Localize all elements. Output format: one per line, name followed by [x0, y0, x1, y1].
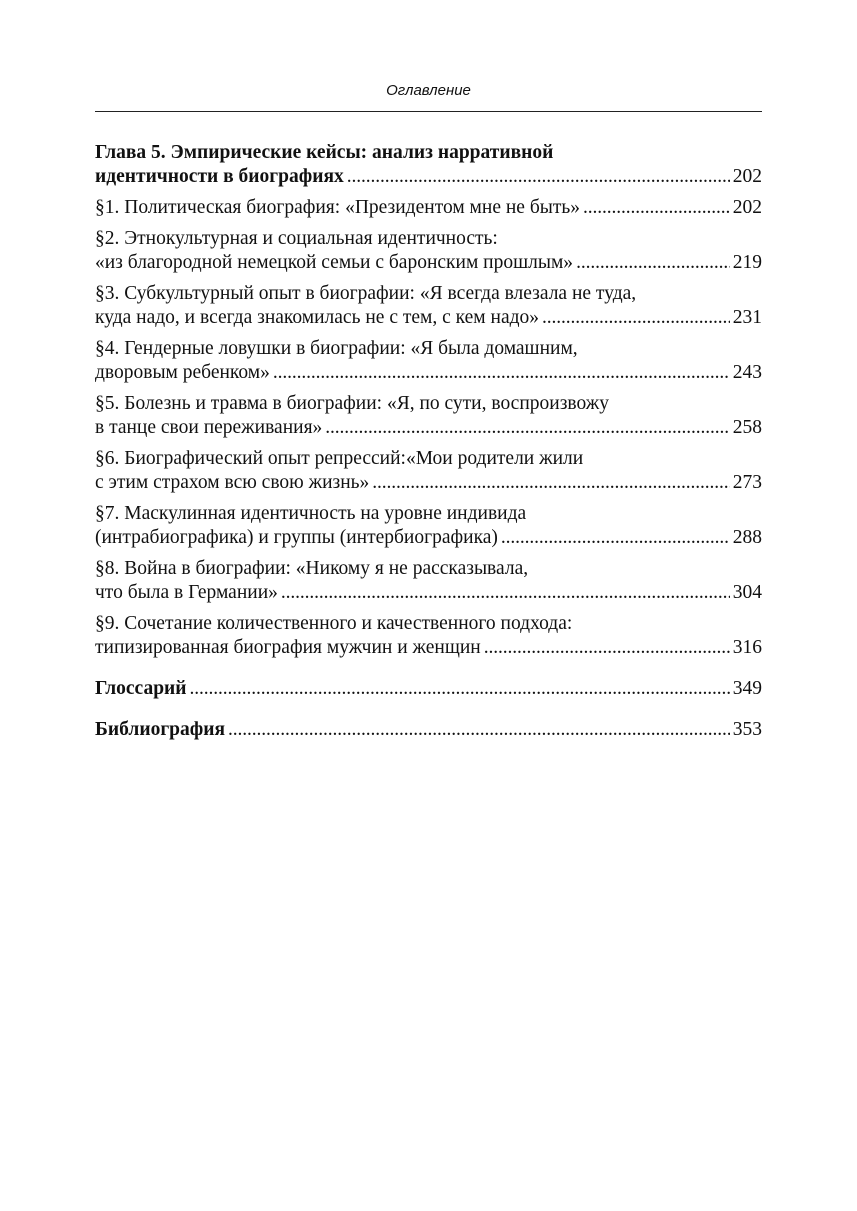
toc-entry-title: Глоссарий: [95, 678, 187, 699]
header-rule: [95, 111, 762, 112]
toc-entry-title: с этим страхом всю свою жизнь»: [95, 472, 370, 493]
toc-page-number: 304: [732, 582, 762, 603]
dot-leader: [281, 581, 730, 605]
dot-leader: [576, 251, 730, 275]
toc-entry-title: типизированная биография мужчин и женщин: [95, 637, 481, 658]
toc-entry-title: §5. Болезнь и травма в биографии: «Я, по сути, воспроизвожу: [95, 393, 609, 414]
toc-page-number: 273: [732, 472, 762, 493]
toc-entry-title: §1. Политическая биография: «Президентом мне не быть»: [95, 197, 581, 218]
toc-entry-title: (интрабиографика) и группы (интербиографика): [95, 527, 498, 548]
dot-leader: [583, 196, 730, 220]
dot-leader: [325, 416, 729, 440]
toc-entry: [95, 718, 762, 742]
toc-entry-title: Библиография: [95, 719, 226, 740]
toc-entry-title: идентичности в биографиях: [95, 166, 344, 187]
toc-entry-title: «из благородной немецкой семьи с баронским прошлым»: [95, 252, 574, 273]
dot-leader: [372, 471, 729, 495]
toc-entry-title: §9. Сочетание количественного и качественного подхода:: [95, 613, 573, 634]
dot-leader: [501, 526, 730, 550]
toc-page-number: 202: [732, 197, 762, 218]
toc-page-number: 316: [732, 637, 762, 658]
toc-page-number: 288: [732, 527, 762, 548]
dot-leader: [190, 677, 730, 701]
toc-entry-title: §7. Маскулинная идентичность на уровне индивида: [95, 503, 527, 524]
toc-entry-title: дворовым ребенком»: [95, 362, 270, 383]
toc-entry: [95, 392, 762, 440]
toc-entry-title: в танце свои переживания»: [95, 417, 323, 438]
toc-entry: [95, 502, 762, 550]
dot-leader: [542, 306, 730, 330]
toc-entry: [95, 612, 762, 660]
toc-entry-title: Глава 5. Эмпирические кейсы: анализ нарративной: [95, 142, 554, 163]
running-header: Оглавление: [386, 82, 471, 99]
toc-entry: [95, 227, 762, 275]
toc-page-number: 353: [732, 719, 762, 740]
toc-entry: [95, 557, 762, 605]
toc-entry-title: §8. Война в биографии: «Никому я не рассказывала,: [95, 558, 529, 579]
toc-entry: [95, 337, 762, 385]
dot-leader: [273, 361, 730, 385]
toc-entry: [95, 447, 762, 495]
toc-page-number: 258: [732, 417, 762, 438]
dot-leader: [484, 636, 730, 660]
toc-entry: [95, 196, 762, 220]
toc-entry-title: куда надо, и всегда знакомилась не с тем, с кем надо»: [95, 307, 540, 328]
toc-entry: [95, 677, 762, 701]
toc-page-number: 349: [732, 678, 762, 699]
toc-page-number: 231: [732, 307, 762, 328]
toc-entry-title: §3. Субкультурный опыт в биографии: «Я всегда влезала не туда,: [95, 283, 637, 304]
dot-leader: [228, 718, 730, 742]
toc-entry-title: что была в Германии»: [95, 582, 278, 603]
dot-leader: [347, 165, 730, 189]
toc-entry-title: §4. Гендерные ловушки в биографии: «Я была домашним,: [95, 338, 578, 359]
toc-entry-title: §2. Этнокультурная и социальная идентичность:: [95, 228, 498, 249]
toc-page-number: 202: [732, 166, 762, 187]
toc-page-number: 243: [732, 362, 762, 383]
table-of-contents: [95, 141, 762, 742]
toc-entry-title: §6. Биографический опыт репрессий:«Мои родители жили: [95, 448, 584, 469]
toc-entry: [95, 282, 762, 330]
toc-page-number: 219: [732, 252, 762, 273]
toc-entry: [95, 141, 762, 189]
